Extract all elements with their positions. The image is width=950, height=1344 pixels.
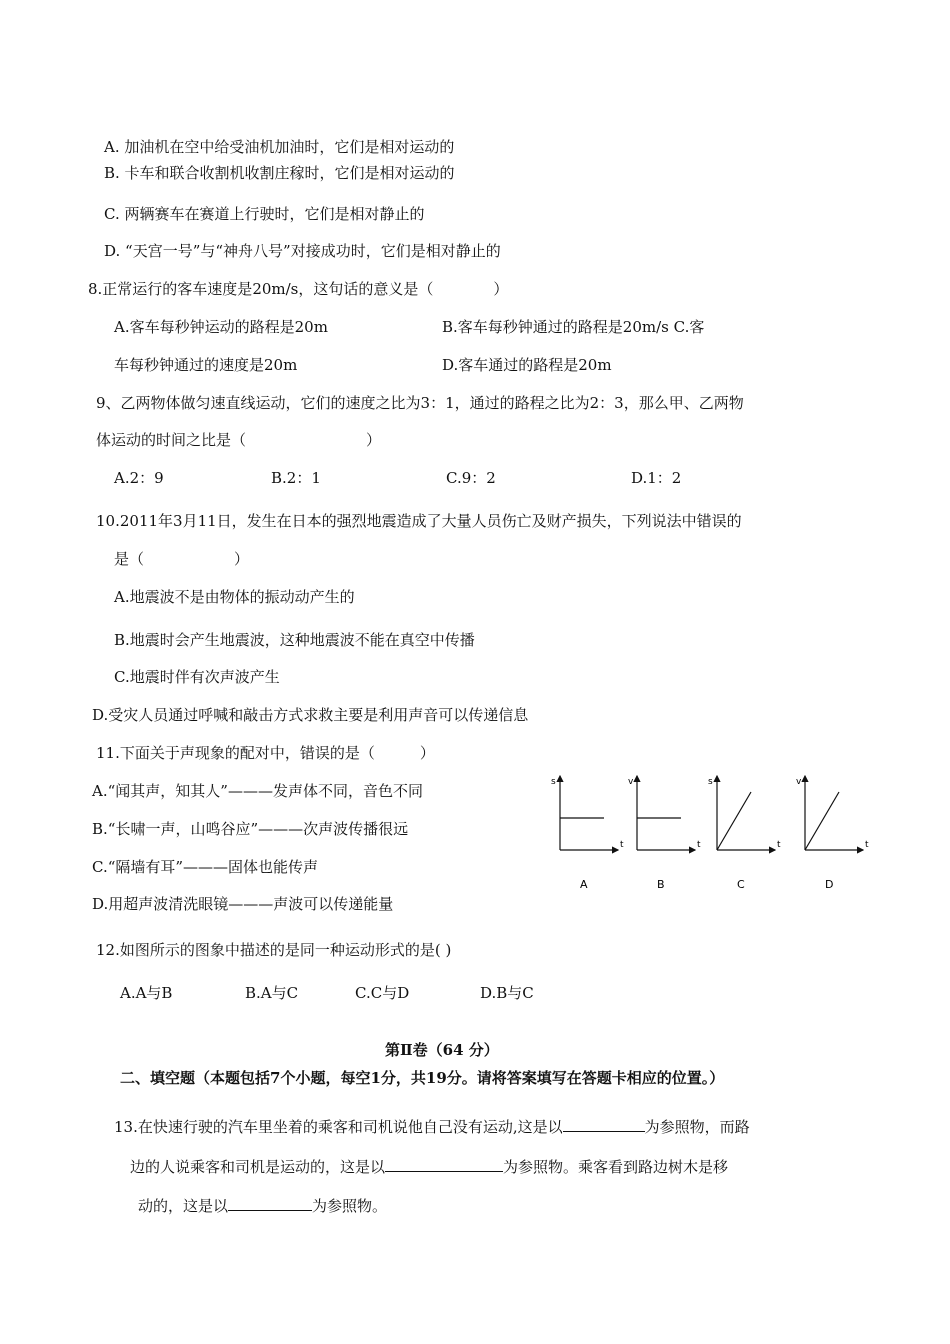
q8-option-a: A.客车每秒钟运动的路程是20m bbox=[114, 318, 328, 336]
motion-graphs-figure bbox=[545, 772, 875, 894]
graph-a-y-label: s bbox=[551, 777, 556, 787]
section-heading: 二、填空题（本题包括7个小题，每空1分，共19分。请将答案填写在答题卡相应的位置。） bbox=[120, 1069, 725, 1087]
q10-stem-line2: 是（ ） bbox=[114, 550, 250, 568]
q11-option-c: C.“隔墙有耳”———固体也能传声 bbox=[92, 858, 319, 876]
part2-title: 第Ⅱ卷（64 分） bbox=[385, 1041, 499, 1059]
q12-option-b: B.A与C bbox=[245, 984, 299, 1002]
graph-d-line bbox=[805, 792, 839, 850]
q13-blank-3[interactable] bbox=[228, 1194, 312, 1211]
q7-option-b: B. 卡车和联合收割机收割庄稼时，它们是相对运动的 bbox=[104, 164, 455, 182]
q12-option-a: A.A与B bbox=[120, 984, 173, 1002]
graph-a-x-label: t bbox=[620, 840, 624, 850]
q13-blank-2[interactable] bbox=[385, 1155, 503, 1172]
q9-stem-line1: 9、乙两物体做匀速直线运动，它们的速度之比为3：1，通过的路程之比为2：3，那么甲、乙两物 bbox=[96, 394, 744, 412]
q10-option-a: A.地震波不是由物体的振动动产生的 bbox=[114, 588, 355, 606]
graph-a-label: A bbox=[580, 878, 588, 891]
graph-d-label: D bbox=[825, 878, 834, 891]
graph-b-label: B bbox=[657, 878, 665, 891]
graph-c-x-label: t bbox=[777, 840, 781, 850]
graph-d-y-label: v bbox=[796, 777, 802, 787]
q9-stem-line2: 体运动的时间之比是（ ） bbox=[96, 431, 382, 449]
q7-option-a: A. 加油机在空中给受油机加油时，它们是相对运动的 bbox=[104, 138, 455, 156]
graph-c-line bbox=[717, 792, 751, 850]
q13-text-3b: 为参照物。 bbox=[312, 1197, 388, 1215]
q9-option-c: C.9：2 bbox=[446, 469, 496, 487]
q13-line2 bbox=[130, 1155, 728, 1177]
q13-text-2b: 为参照物。乘客看到路边树木是移 bbox=[503, 1158, 729, 1176]
q7-option-c: C. 两辆赛车在赛道上行驶时，它们是相对静止的 bbox=[104, 205, 425, 223]
graph-c-y-label: s bbox=[708, 777, 713, 787]
graph-d-x-label: t bbox=[865, 840, 869, 850]
q12-option-d: D.B与C bbox=[480, 984, 534, 1002]
q9-option-a: A.2：9 bbox=[114, 469, 164, 487]
q9-option-b: B.2：1 bbox=[271, 469, 321, 487]
q8-option-c-cont: 车每秒钟通过的速度是20m bbox=[114, 356, 298, 374]
q11-stem: 11.下面关于声现象的配对中，错误的是（ ） bbox=[96, 744, 435, 762]
graph-c-label: C bbox=[737, 878, 745, 891]
q13-text-3a: 动的，这是以 bbox=[138, 1197, 229, 1215]
q10-option-d: D.受灾人员通过呼喊和敲击方式求救主要是利用声音可以传递信息 bbox=[92, 706, 529, 724]
q13-blank-1[interactable] bbox=[563, 1115, 645, 1132]
graph-b-x-label: t bbox=[697, 840, 701, 850]
q12-stem: 12.如图所示的图象中描述的是同一种运动形式的是( ) bbox=[96, 941, 452, 959]
graph-b-y-label: v bbox=[628, 777, 634, 787]
q13-text-1b: 为参照物，而路 bbox=[644, 1118, 750, 1136]
q13-line3 bbox=[138, 1194, 387, 1216]
q8-stem: 8.正常运行的客车速度是20m/s，这句话的意义是（ ） bbox=[88, 280, 509, 298]
q11-option-d: D.用超声波清洗眼镜———声波可以传递能量 bbox=[92, 895, 394, 913]
q11-option-b: B.“长啸一声，山鸣谷应”———次声波传播很远 bbox=[92, 820, 409, 838]
q7-option-d: D. “天宫一号”与“神舟八号”对接成功时，它们是相对静止的 bbox=[104, 242, 501, 260]
q10-stem-line1: 10.2011年3月11日，发生在日本的强烈地震造成了大量人员伤亡及财产损失，下列说法中错误的 bbox=[96, 512, 742, 530]
q13-text-1a: 13.在快速行驶的汽车里坐着的乘客和司机说他自己没有运动,这是以 bbox=[114, 1118, 563, 1136]
q8-option-b: B.客车每秒钟通过的路程是20m/s C.客 bbox=[442, 318, 705, 336]
q12-option-c: C.C与D bbox=[355, 984, 410, 1002]
q13-text-2a: 边的人说乘客和司机是运动的，这是以 bbox=[130, 1158, 386, 1176]
q8-option-d: D.客车通过的路程是20m bbox=[442, 356, 612, 374]
q10-option-b: B.地震时会产生地震波，这种地震波不能在真空中传播 bbox=[114, 631, 475, 649]
q13-line1 bbox=[114, 1115, 750, 1137]
q11-option-a: A.“闻其声，知其人”———发声体不同，音色不同 bbox=[92, 782, 423, 800]
q10-option-c: C.地震时伴有次声波产生 bbox=[114, 668, 280, 686]
q9-option-d: D.1：2 bbox=[631, 469, 682, 487]
